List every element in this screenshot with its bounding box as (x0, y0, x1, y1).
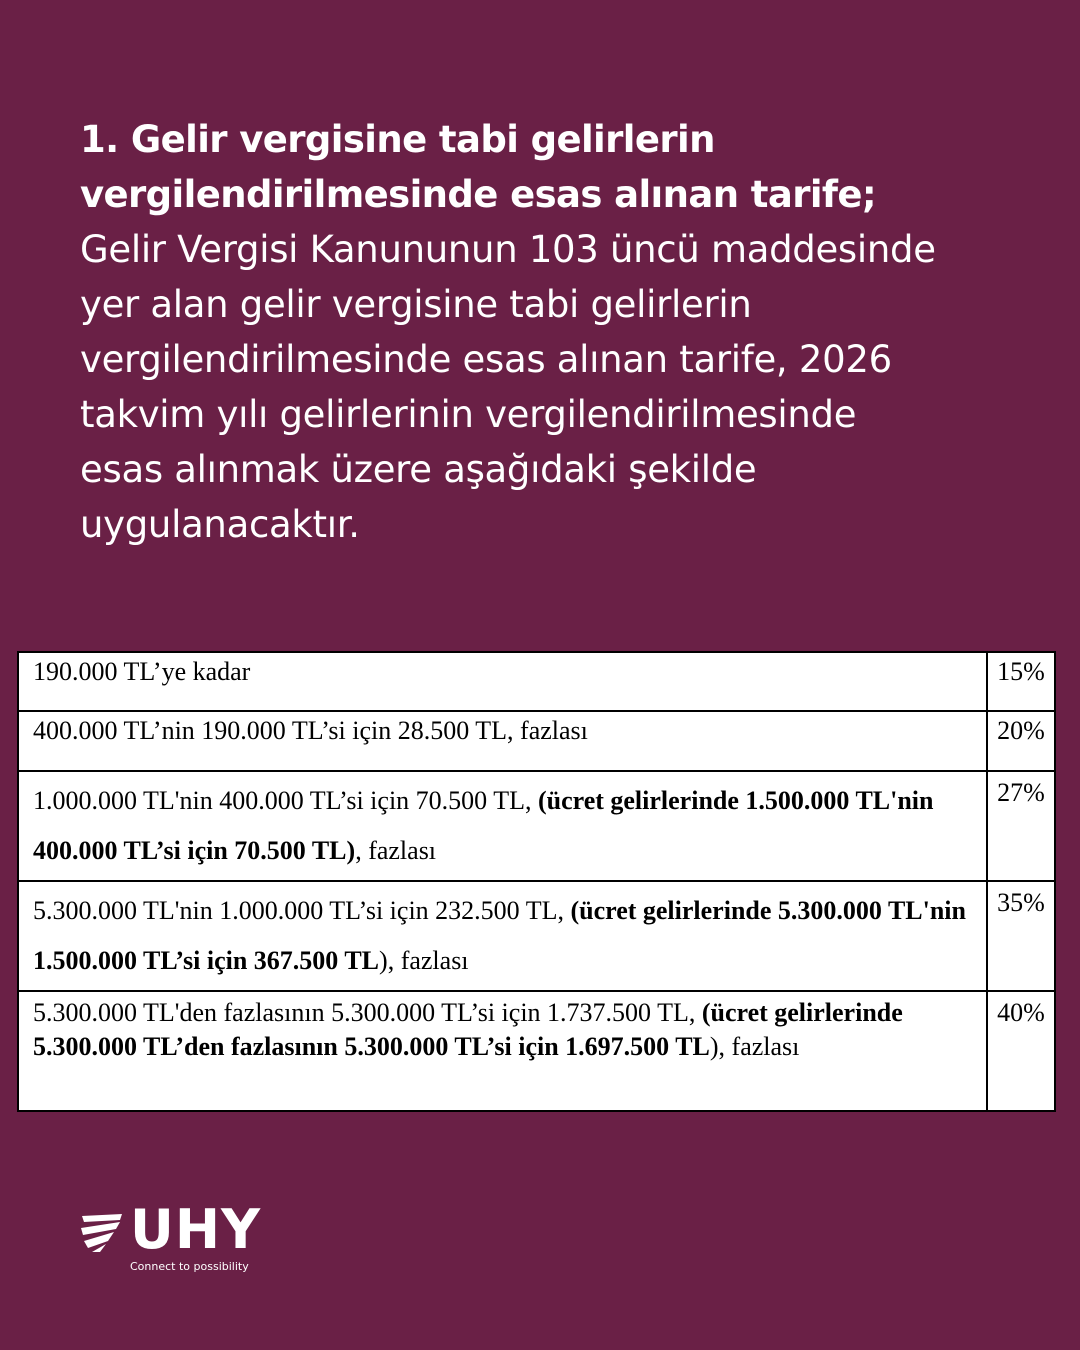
wage-income-note: (ücret gelirlerinde 1.500.000 TL'nin 400.000 TL’si için 70.500 TL) (33, 786, 934, 865)
body-line: esas alınmak üzere aşağıdaki şekilde (80, 448, 757, 491)
intro-text-block (80, 112, 1040, 552)
bracket-description: 190.000 TL’ye kadar (18, 652, 987, 711)
heading-line-2: vergilendirilmesinde esas alınan tarife; (80, 173, 877, 216)
logo-tagline: Connect to possibility (130, 1260, 249, 1273)
body-line: yer alan gelir vergisine tabi gelirlerin (80, 283, 752, 326)
section-body (80, 222, 1040, 552)
bracket-description: 1.000.000 TL'nin 400.000 TL’si için 70.500 TL, (ücret gelirlerinde 1.500.000 TL'nin 400.000 TL’si için 70.500 TL), fazlası (18, 771, 987, 881)
uhy-logo (80, 1198, 280, 1278)
uhy-swoosh-icon (80, 1210, 124, 1254)
body-line: Gelir Vergisi Kanununun 103 üncü maddesinde (80, 228, 936, 271)
bracket-description: 5.300.000 TL'den fazlasının 5.300.000 TL’si için 1.737.500 TL, (ücret gelirlerinde 5.300.000 TL’den fazlasının 5.300.000 TL’si için 1.697.500 TL), fazlası (18, 991, 987, 1111)
section-heading (80, 112, 1040, 222)
table-row (18, 652, 1055, 711)
body-line: takvim yılı gelirlerinin vergilendirilmesinde (80, 393, 857, 436)
tax-rate: 15% (987, 652, 1055, 711)
tax-rate: 20% (987, 711, 1055, 771)
wage-income-note: (ücret gelirlerinde 5.300.000 TL'nin 1.500.000 TL’si için 367.500 TL (33, 896, 966, 975)
table-row (18, 771, 1055, 881)
table-row (18, 881, 1055, 991)
table-row (18, 711, 1055, 771)
bracket-description: 400.000 TL’nin 190.000 TL’si için 28.500 TL, fazlası (18, 711, 987, 771)
wage-income-note: (ücret gelirlerinde 5.300.000 TL’den fazlasının 5.300.000 TL’si için 1.697.500 TL (33, 998, 903, 1061)
tax-rate: 27% (987, 771, 1055, 881)
body-line: vergilendirilmesinde esas alınan tarife, 2026 (80, 338, 892, 381)
logo-wordmark: UHY (130, 1198, 262, 1261)
heading-line-1: 1. Gelir vergisine tabi gelirlerin (80, 118, 715, 161)
tax-rate: 35% (987, 881, 1055, 991)
bracket-description: 5.300.000 TL'nin 1.000.000 TL’si için 232.500 TL, (ücret gelirlerinde 5.300.000 TL'nin 1.500.000 TL’si için 367.500 TL), fazlası (18, 881, 987, 991)
tax-rate: 40% (987, 991, 1055, 1111)
table-row (18, 991, 1055, 1111)
body-line: uygulanacaktır. (80, 503, 360, 546)
tax-bracket-table (17, 651, 1056, 1112)
